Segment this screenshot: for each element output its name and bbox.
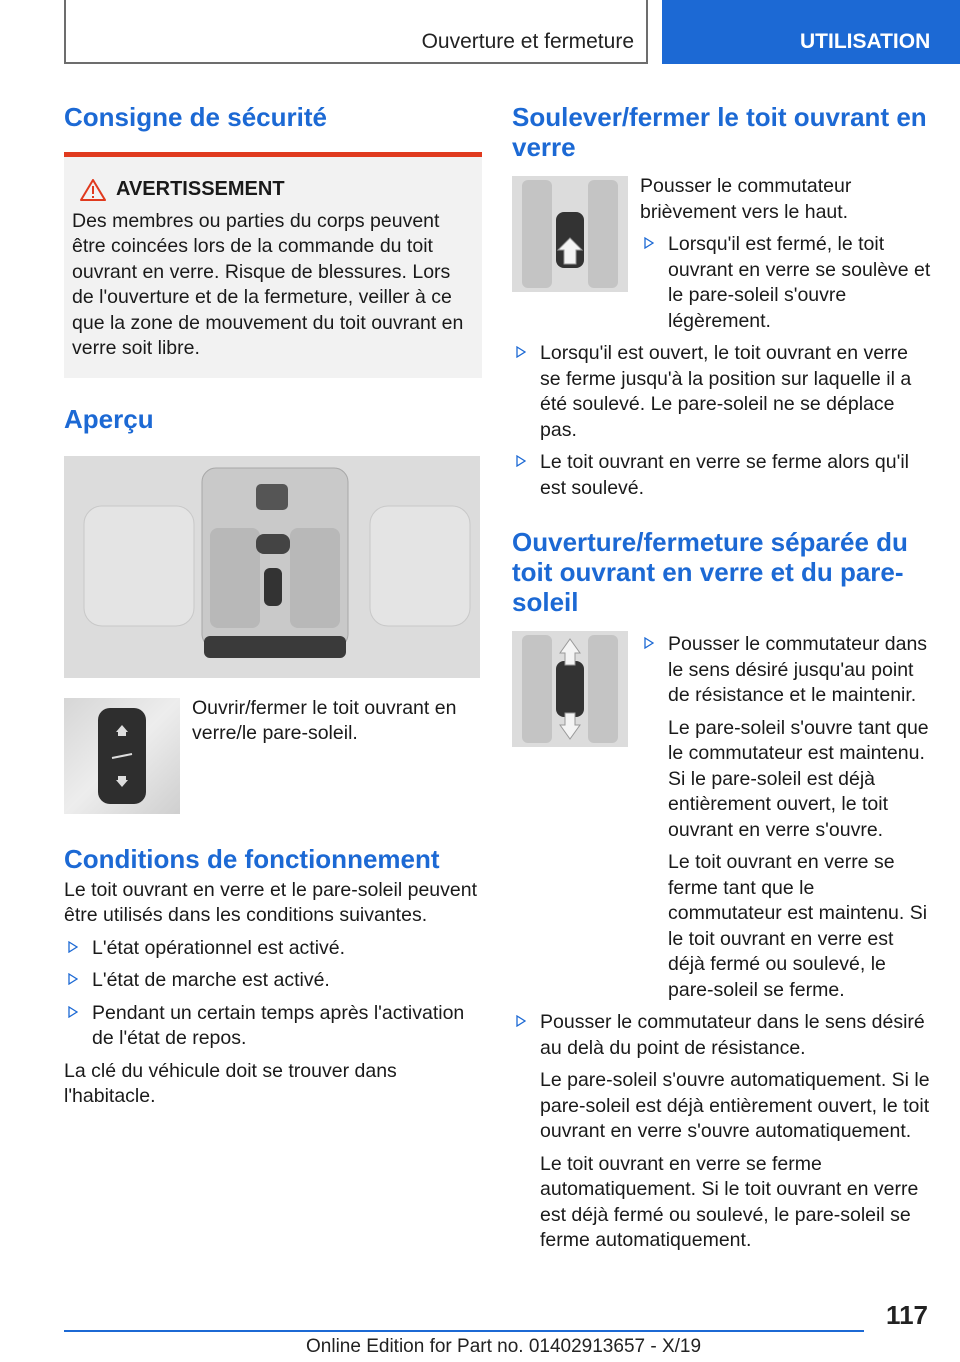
roof-switch-image [64, 698, 180, 814]
header-chapter-title: Ouverture et fermeture [421, 30, 634, 53]
overview-heading: Aperçu [64, 403, 154, 434]
warning-triangle-icon [80, 179, 106, 201]
lift-item-3: Le toit ouvrant en verre se ferme alors qu'il est soulevé. [540, 451, 909, 499]
bullet-triangle-icon [644, 637, 654, 649]
warning-title: AVERTISSEMENT [116, 178, 285, 200]
lift-intro: Pousser le commutateur brièvement vers le haut. [640, 175, 852, 223]
overhead-console-illustration [64, 456, 480, 678]
header-section-tab[interactable]: UTILISATION [662, 0, 960, 64]
bullet-triangle-icon [68, 941, 78, 953]
overhead-console-image [64, 456, 480, 678]
bullet-triangle-icon [516, 346, 526, 358]
bullet-triangle-icon [68, 973, 78, 985]
conditions-item-1: L'état de marche est activé. [92, 969, 330, 991]
sep-item-1: Pousser le commutateur dans le sens désiré jusqu'au point de résistance et le maintenir. [668, 633, 928, 706]
bullet-triangle-icon [68, 1006, 78, 1018]
lift-item-2: Lorsqu'il est ouvert, le toit ouvrant en verre se ferme jusqu'à la position sur laquelle il a été soulevé. Le pare-soleil ne se déplace pas. [540, 342, 912, 441]
sep-item-2: Pousser le commutateur dans le sens désiré au delà du point de résistance. [540, 1011, 925, 1059]
lift-switch-illustration [512, 176, 628, 292]
list-item [64, 936, 482, 962]
sep-item-2-p1: Le pare-soleil s'ouvre automatiquement. Si le pare-soleil est déjà entièrement ouvert, le toit ouvrant en verre s'ouvre automatiquement. [540, 1069, 930, 1142]
list-item [64, 968, 482, 994]
warning-text: Des membres ou parties du corps peuvent être coincées lors de la commande du toit ouvrant en verre. Risque de blessures. Lors de l'ouverture et de la fermeture, veiller à ce que la zone de mouvement du toit ouvrant en verre soit libre. [72, 209, 464, 359]
safety-heading: Consigne de sécurité [64, 102, 327, 132]
conditions-intro: Le toit ouvrant en verre et le pare-soleil peuvent être utilisés dans les conditions suivantes. [64, 878, 477, 926]
list-item [512, 450, 932, 501]
footer-edition-text[interactable]: Online Edition for Part no. 01402913657 - X/19 [306, 1336, 702, 1357]
separate-figure-row [512, 631, 932, 1003]
list-item [640, 232, 932, 334]
bullet-triangle-icon [644, 237, 654, 249]
lift-list-a [640, 232, 932, 334]
warning-box [64, 152, 482, 378]
list-item [512, 1010, 932, 1254]
separate-switch-image [512, 631, 628, 747]
lift-figure-row [512, 176, 932, 334]
conditions-item-0: L'état opérationnel est activé. [92, 936, 346, 959]
overview-caption: Ouvrir/fermer le toit ouvrant en verre/le pare-soleil. [192, 696, 457, 744]
list-item [512, 341, 932, 443]
list-item [640, 632, 932, 1003]
footer-divider [64, 1330, 864, 1332]
separate-switch-illustration [512, 631, 628, 747]
left-column [64, 102, 482, 1110]
sep-item-1-p2: Le toit ouvrant en verre se ferme tant que le commutateur est maintenu. Si le toit ouvrant en verre est déjà fermé ou soulevé, le pare-soleil se ferme. [668, 851, 928, 1001]
header-chapter-box [64, 0, 648, 64]
lift-list-b [512, 341, 932, 501]
lift-heading: Soulever/fermer le toit ouvrant en verre [512, 102, 927, 162]
page-number: 117 [886, 1300, 928, 1330]
conditions-item-2: Pendant un certain temps après l'activation de l'état de repos. [92, 1001, 465, 1049]
conditions-heading: Conditions de fonctionnement [64, 843, 440, 874]
warning-header [80, 177, 474, 203]
separate-heading: Ouverture/fermeture séparée du toit ouvrant en verre et du pare-soleil [512, 527, 908, 617]
list-item [64, 1001, 482, 1052]
bullet-triangle-icon [516, 1015, 526, 1027]
separate-text-block [640, 631, 932, 1003]
bullet-triangle-icon [516, 455, 526, 467]
sep-item-1-p1: Le pare-soleil s'ouvre tant que le commutateur est maintenu. Si le pare-soleil est déjà entièrement ouvert, le toit ouvrant en verre s'ouvre. [668, 716, 929, 841]
separate-list-a [640, 632, 932, 1003]
lift-switch-image [512, 176, 628, 292]
sep-item-2-p2: Le toit ouvrant en verre se ferme automatiquement. Si le toit ouvrant en verre est déjà fermé ou soulevé, le pare-soleil se ferme automatiquement. [540, 1152, 919, 1251]
switch-figure-row [64, 698, 482, 814]
lift-item-1: Lorsqu'il est fermé, le toit ouvrant en verre se soulève et le pare-soleil s'ouvre légèrement. [668, 233, 931, 332]
right-column [512, 102, 932, 1254]
conditions-list [64, 936, 482, 1052]
separate-list-b [512, 1010, 932, 1254]
roof-switch-illustration [64, 698, 180, 814]
lift-text-block [640, 176, 932, 334]
conditions-note: La clé du véhicule doit se trouver dans l'habitacle. [64, 1059, 397, 1107]
